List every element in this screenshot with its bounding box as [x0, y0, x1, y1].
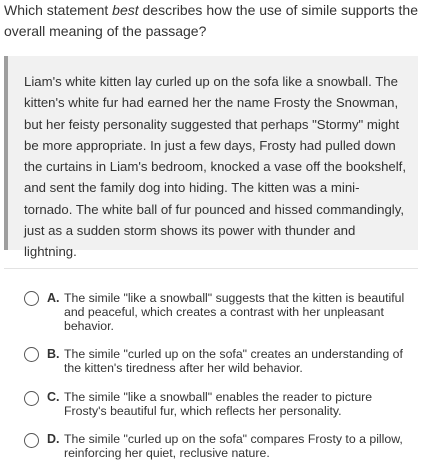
question-text-end: describes how the use of simile supports the overall meaning of the passage? [4, 2, 418, 39]
question-text-start: Which statement [4, 2, 113, 18]
radio-a[interactable] [24, 291, 39, 306]
passage-box [4, 56, 418, 260]
answer-choice-a[interactable] [24, 291, 420, 335]
answer-choice-d[interactable] [24, 432, 420, 462]
radio-b[interactable] [24, 347, 39, 362]
choice-text-c: The simile "like a snowball" enables the reader to picture Frosty's beautiful fur, which reflects her personality. [64, 390, 373, 418]
choice-letter-d: D. [47, 432, 60, 446]
divider [4, 268, 418, 269]
passage-text: Liam's white kitten lay curled up on the sofa like a snowball. The kitten's white fur had earned her the name Frosty the Snowman, but her feisty personality suggested that perhaps "Stormy" might be more appropriate. In just a few days, Frosty had pulled down the curtains in Liam's bedroom, knocked a vase off the bookshelf, and sent the family dog into hiding. The kitten was a mini-tornado. The white ball of fur pounced and hissed commandingly, just as a sudden storm shows its power with thunder and lightning. [24, 74, 406, 260]
answer-choice-b[interactable] [24, 347, 420, 377]
question-prompt [4, 0, 440, 42]
radio-c[interactable] [24, 391, 39, 406]
choice-text-b: The simile "curled up on the sofa" creates an understanding of the kitten's tiredness after her wild behavior. [64, 347, 403, 375]
choice-letter-b: B. [47, 347, 60, 361]
radio-d[interactable] [24, 433, 39, 448]
answer-choice-c[interactable] [24, 390, 420, 420]
choice-text-d: The simile "curled up on the sofa" compares Frosty to a pillow, reinforcing her quiet, reclusive nature. [64, 432, 403, 460]
choice-letter-a: A. [47, 291, 60, 305]
choice-letter-c: C. [47, 390, 60, 404]
question-emphasis: best [112, 2, 139, 18]
choice-text-a: The simile "like a snowball" suggests that the kitten is beautiful and peaceful, which creates a contrast with her unpleasant behavior. [64, 291, 405, 333]
